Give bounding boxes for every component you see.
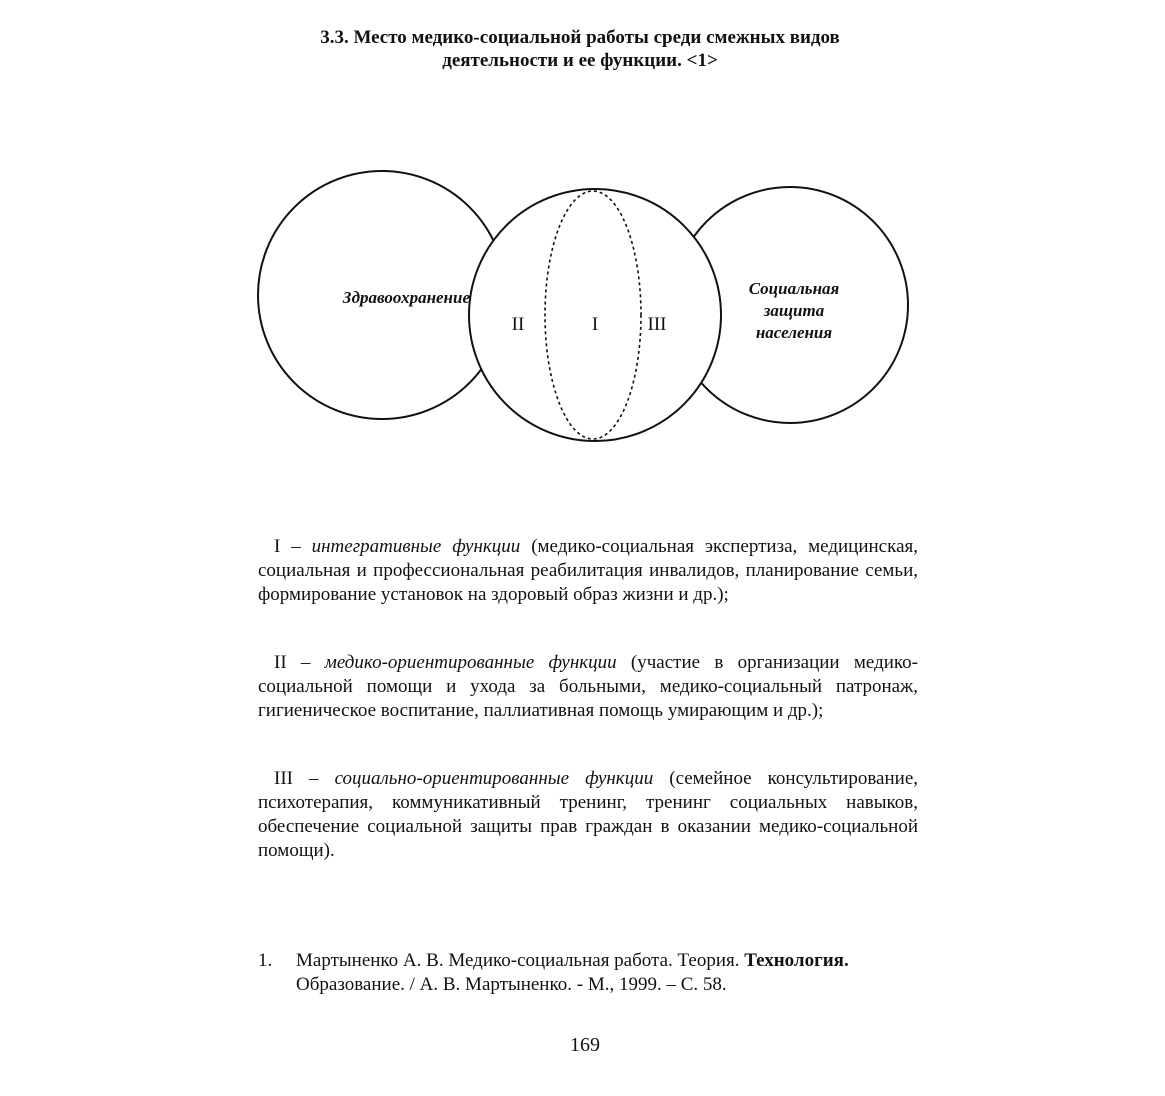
function-dash: – [286, 652, 325, 673]
function-numeral: II [274, 652, 287, 673]
function-dash: – [280, 536, 312, 557]
function-description: (медико-социальная экспертиза, медицинская, социальная и профессиональная реабилитация инвалидов, планирование семьи, формирование установок на здоровый образ жизни и др.); [258, 536, 918, 605]
social-protection-label-line-2: защита [763, 301, 825, 320]
function-name: социально-ориентированные функции [334, 768, 654, 789]
integrative-functions-paragraph [258, 535, 918, 607]
footnote-text-part-2: Образование. / А. В. Мартыненко. - М., 1999. – С. 58. [296, 974, 727, 995]
footnote-text-part-1: Мартыненко А. В. Медико-социальная работа. Теория. [296, 950, 745, 971]
social-protection-label-line-1: Социальная [748, 279, 840, 298]
function-description: (семейное консультирование, психотерапия, коммуникативный тренинг, тренинг социальных навыков, обеспечение социальной защиты прав граждан в оказании медико-социальной помощи). [258, 768, 919, 861]
region-i-label: I [591, 314, 599, 335]
social-protection-label-line-3: населения [755, 323, 833, 342]
function-dash: – [292, 768, 335, 789]
function-numeral: I [274, 536, 281, 557]
footnote-text-bold: Технология. [744, 950, 849, 971]
section-title-line-1: 3.3. Место медико-социальной работы среди смежных видов [320, 27, 840, 48]
socially-oriented-functions-paragraph [258, 767, 918, 863]
function-description: (участие в организации медико-социальной помощи и ухода за больными, медико-социальный патронаж, гигиеническое воспитание, паллиативная помощь умирающим и др.); [258, 652, 919, 721]
venn-diagram [250, 160, 930, 460]
section-title-line-2: деятельности и ее функции. <1> [442, 50, 718, 71]
venn-diagram-svg [250, 160, 930, 460]
region-iii-label: III [647, 314, 667, 335]
healthcare-label: Здравоохранение [342, 288, 470, 307]
function-name: интегративные функции [311, 536, 521, 557]
region-ii-label: II [511, 314, 525, 335]
footnote-number: 1. [258, 950, 273, 971]
medico-oriented-functions-paragraph [258, 651, 918, 723]
function-name: медико-ориентированные функции [324, 652, 617, 673]
section-title [240, 26, 920, 72]
page-number: 169 [570, 1034, 600, 1056]
footnote-text [296, 949, 936, 997]
function-numeral: III [274, 768, 293, 789]
